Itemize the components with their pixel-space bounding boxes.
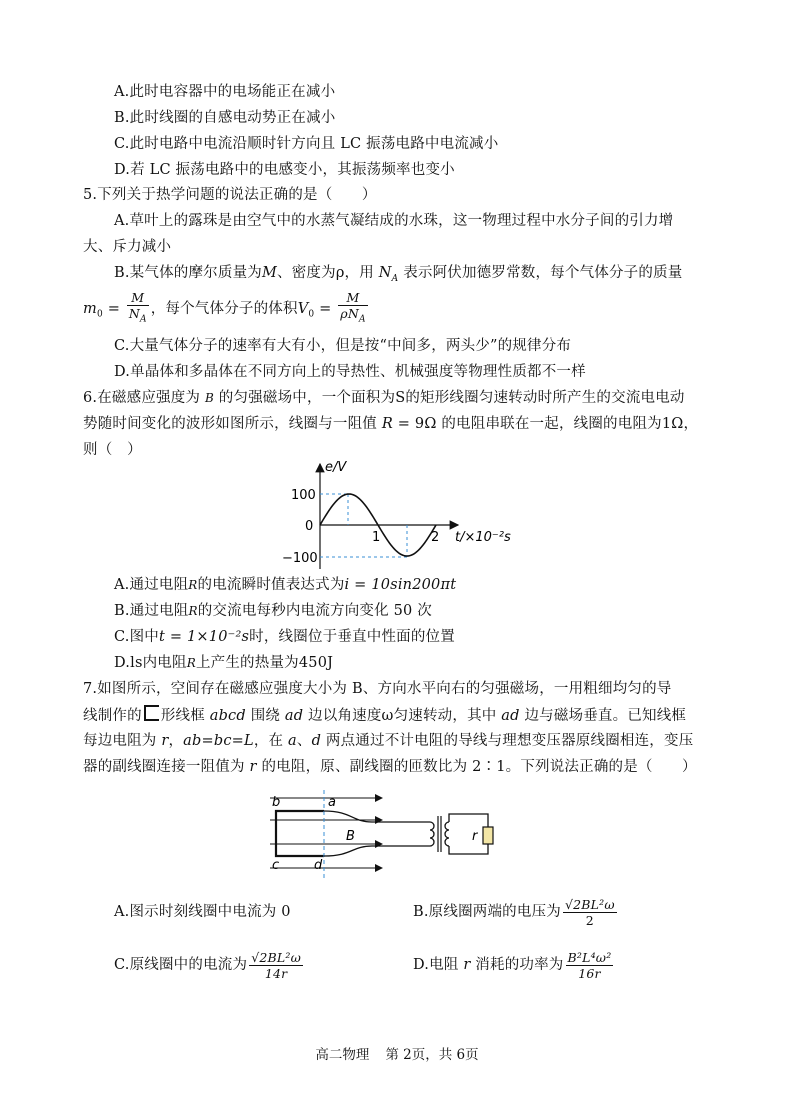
q5-eq2: = [314, 300, 337, 317]
q4-option-c: C.此时电路中电流沿顺时针方向且 LC 振荡电路中电流减小 [114, 136, 499, 152]
q5-option-a-line1: A.草叶上的露珠是由空气中的水蒸气凝结成的水珠，这一物理过程中水分子间的引力增 [114, 213, 674, 229]
q5-frac-mass-num: M [127, 290, 149, 306]
label-d: d [314, 858, 323, 873]
q6-b-pre: B.通过电阻 [114, 603, 189, 619]
q7-l4-b: 的电阻，原、副线圈的匝数比为 2∶1。下列说法正确的是（ ） [261, 759, 697, 775]
q5-frac-volume [338, 290, 367, 328]
q7-l3-eq: ab=bc=L [183, 733, 254, 749]
q7-l3-c: ，在 [253, 733, 284, 749]
q7-l2-d: 边以角速度ω匀速转动，其中 [308, 708, 497, 724]
q7-l2-b: 形线框 [160, 708, 205, 724]
q7-option-c [114, 948, 305, 982]
q7-d-pre: D.电阻 [413, 957, 459, 973]
q5-frac-volume-den-rhoN: ρN [340, 306, 359, 321]
q7-l3-a: 每边电阻为 [83, 733, 157, 749]
label-r: r [472, 829, 478, 844]
q7-option-b [413, 895, 619, 929]
footer-page: 第 2页，共 6页 [385, 1047, 479, 1063]
q7-b-den: 2 [585, 912, 594, 928]
graph-ytick-100: 100 [291, 488, 316, 503]
q7-l2-ad: ad [284, 708, 304, 724]
q5-frac-volume-den [338, 306, 367, 328]
primary-coil [430, 822, 434, 846]
footer-subject: 高二物理 [315, 1047, 370, 1063]
q5-frac-volume-num: M [338, 290, 367, 306]
q5-m0: m [83, 300, 97, 317]
q6-c-post: 时，线圈位于垂直中性面的位置 [249, 629, 455, 645]
q5-b-NA-sub: A [391, 273, 399, 284]
q7-d-r: r [463, 957, 471, 973]
q6-c-pre: C.图中 [114, 629, 159, 645]
q5-option-a-line2: 大、斥力减小 [83, 239, 172, 255]
q6-stem-line3: 则（ ） [83, 442, 142, 458]
q5-b-post: 表示阿伏加德罗常数，每个气体分子的质量 [403, 265, 683, 281]
q7-l3-d2: d [311, 733, 322, 749]
q5-frac-mass [127, 290, 149, 328]
label-c: c [272, 858, 280, 873]
q5-frac-volume-den-sub: A [358, 314, 366, 325]
q7-d-mid: 消耗的功率为 [475, 957, 564, 973]
q6-d-post: 上产生的热量为450J [195, 655, 334, 671]
graph-xtick-2: 2 [431, 530, 440, 545]
q7-c-frac [249, 950, 303, 981]
q7-l4-a: 器的副线圈连接一阻值为 [83, 759, 245, 775]
q5-option-b-line2 [83, 290, 370, 332]
q6-c-expr: t = 1×10⁻²s [159, 629, 250, 645]
q5-V0-sub: 0 [308, 309, 315, 320]
graph-ytick-neg100: −100 [282, 551, 318, 566]
q6-option-b [114, 601, 432, 621]
q7-l2-ad2: ad [501, 708, 520, 724]
q5-option-b-line1 [114, 263, 683, 289]
q7-l2-e: 边与磁场垂直。已知线框 [524, 708, 687, 724]
q6-option-a [114, 575, 456, 595]
q7-l2-c: 围绕 [250, 708, 281, 724]
q7-l3-a2: a [288, 733, 297, 749]
q6-l1-a: 6.在磁感应强度为 [83, 390, 201, 406]
q7-l2-a: 线制作的 [83, 708, 142, 724]
q4-option-a: A.此时电容器中的电场能正在减小 [114, 84, 336, 100]
q6-a-expr: i = 10sin200πt [344, 577, 457, 593]
secondary-coil [445, 822, 449, 846]
graph-ytick-0: 0 [305, 519, 314, 534]
q7-option-a: A.图示时刻线圈中电流为 0 [114, 904, 291, 920]
q6-d-R: R [186, 656, 196, 670]
label-b: b [272, 795, 281, 810]
q6-b-post: 的交流电每秒内电流方向变化 50 次 [197, 603, 432, 619]
q7-c-den: 14r [264, 965, 288, 981]
q5-b-NA: N [378, 265, 392, 281]
q6-a-R: R [188, 578, 198, 592]
graph-xtick-1: 1 [372, 530, 381, 545]
q5-stem: 5.下列关于热学问题的说法正确的是（ ） [83, 187, 377, 203]
q6-stem-line1 [83, 388, 685, 408]
lead-wire-d [324, 846, 430, 856]
q5-eq: = [102, 300, 125, 317]
graph-xlabel: t/×10⁻²s [455, 530, 511, 545]
resistor-r [483, 827, 493, 844]
q7-d-den: 16r [578, 965, 601, 981]
q5-m0-sub: 0 [96, 309, 103, 320]
q7-l3-r: r [161, 733, 169, 749]
graph-ylabel: e/V [325, 460, 347, 475]
q5-b-M: M [261, 265, 278, 281]
q4-option-b: B.此时线圈的自感电动势正在减小 [114, 110, 336, 126]
q5-option-c: C.大量气体分子的速率有大有小，但是按“中间多，两头少”的规律分布 [114, 338, 572, 354]
q6-option-d [114, 653, 333, 673]
q6-a-mid: 的电流瞬时值表达式为 [197, 577, 345, 593]
q6-a-pre: A.通过电阻 [114, 577, 189, 593]
q7-d-frac [566, 950, 614, 981]
q6-stem-line2 [83, 414, 698, 434]
q5-frac-mass-den-N: N [128, 306, 140, 321]
q6-l1-b: 的匀强磁场中，一个面积为S的矩形线圈匀速转动时所产生的交流电电动 [218, 390, 685, 406]
q6-l2-a: 势随时间变化的波形如图所示，线圈与一阻值 [83, 416, 377, 432]
q7-l4-r: r [249, 759, 257, 775]
q7-option-d [413, 948, 615, 982]
q7-stem-line3 [83, 731, 693, 751]
q5-frac-mass-den [127, 306, 149, 328]
q6-l2-R: R [381, 416, 393, 432]
q7-stem-line2 [83, 705, 686, 726]
q7-l3-b: ， [168, 733, 184, 749]
q7-stem-line1: 7.如图所示，空间存在磁感应强度大小为 B、方向水平向右的匀强磁场，一用粗细均匀的导 [83, 681, 672, 697]
q5-b-mid: 、密度为ρ，用 [277, 265, 374, 281]
secondary-wire-bottom [449, 844, 488, 854]
q5-V0: V [297, 300, 309, 317]
q6-emf-graph [270, 456, 530, 574]
q5-option-d: D.单晶体和多晶体在不同方向上的导热性、机械强度等物理性质都不一样 [114, 364, 586, 380]
q7-c-pre: C.原线圈中的电流为 [114, 957, 248, 973]
q7-b-num: √2BL²ω [564, 896, 615, 912]
q5-b2-mid: ，每个气体分子的体积 [150, 300, 298, 317]
q7-c-num: √2BL²ω [251, 949, 301, 965]
q7-b-frac [563, 897, 617, 928]
q7-b-pre: B.原线圈两端的电压为 [413, 904, 561, 920]
q6-l2-b: = 9Ω 的电阻串联在一起，线圈的电阻为1Ω， [392, 416, 699, 432]
q6-option-c [114, 627, 455, 647]
coil-frame [276, 811, 324, 856]
q7-l3-e: 两点通过不计电阻的导线与理想变压器原线圈相连，变压 [325, 733, 694, 749]
q6-d-pre: D.ls内电阻 [114, 655, 187, 671]
q7-transformer-figure [262, 788, 512, 880]
q7-l3-d: 、 [296, 733, 312, 749]
label-B: B [346, 829, 355, 844]
q5-frac-mass-den-sub: A [140, 314, 147, 325]
q7-l2-abcd: abcd [209, 708, 246, 724]
label-a: a [328, 795, 336, 810]
q6-b-R: R [188, 604, 198, 618]
q7-d-num: B²L⁴ω² [567, 949, 612, 965]
q6-l1-B: B [204, 391, 214, 405]
q5-b-pre: B.某气体的摩尔质量为 [114, 265, 262, 281]
bracket-frame-icon [144, 705, 159, 721]
q7-stem-line4 [83, 757, 697, 777]
q4-option-d: D.若 LC 振荡电路中的电感变小，其振荡频率也变小 [114, 162, 455, 178]
page-footer [0, 1043, 794, 1063]
secondary-wire-top [449, 814, 488, 827]
